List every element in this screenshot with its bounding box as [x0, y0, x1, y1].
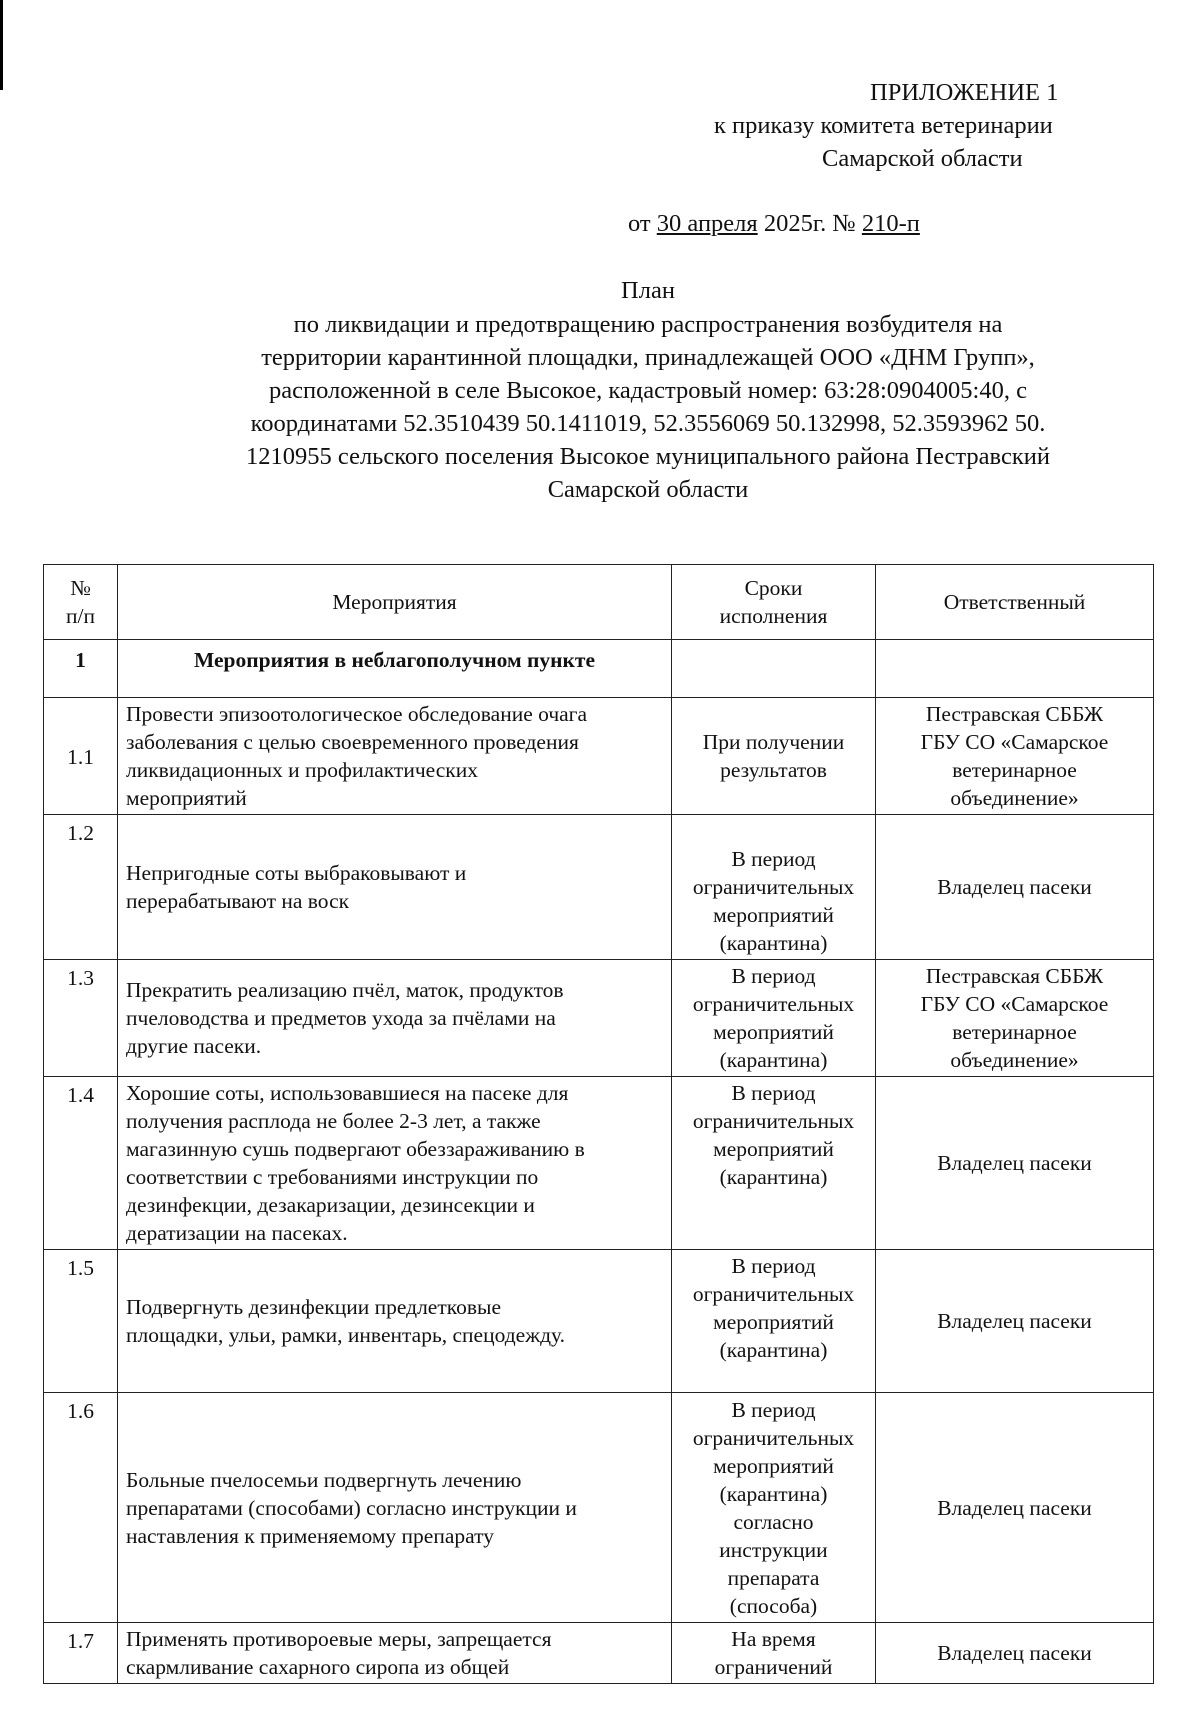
activity-line: Прекратить реализацию пчёл, маток, продуктов — [126, 978, 564, 1002]
table-row — [44, 698, 1154, 815]
plan-title: План — [621, 277, 675, 304]
deadline-line: мероприятий — [713, 1020, 834, 1044]
row-num: 1.7 — [44, 1623, 118, 1684]
deadline-line: В период — [731, 1397, 816, 1422]
activity-line: Провести эпизоотологическое обследование очага — [126, 702, 588, 726]
row-responsible — [876, 1393, 1154, 1623]
activity-line: скармливание сахарного сиропа из общей — [126, 1655, 510, 1679]
deadline-line: В период — [731, 1081, 816, 1105]
deadline-line: препарата — [727, 1565, 820, 1590]
activity-line: Применять противороевые меры, запрещается — [126, 1627, 552, 1651]
plan-table — [43, 564, 1154, 1684]
row-activity — [118, 1250, 672, 1393]
deadline-line: (карантина) — [719, 1481, 828, 1506]
responsible-line: ГБУ СО «Самарское — [920, 730, 1109, 754]
responsible-line: ГБУ СО «Самарское — [920, 992, 1109, 1016]
plan-line: территории карантинной площадки, принадлежащей ООО «ДНМ Групп», — [261, 344, 1035, 371]
responsible-line: Владелец пасеки — [937, 1151, 1092, 1175]
activity-line: Больные пчелосемьи подвергнуть лечению — [126, 1467, 522, 1492]
order-number: 210-п — [861, 210, 920, 237]
deadline-line: На время — [731, 1627, 816, 1651]
row-num: 1.6 — [44, 1393, 118, 1623]
row-activity — [118, 960, 672, 1077]
row-responsible — [876, 1623, 1154, 1684]
table-row — [44, 1077, 1154, 1250]
appendix-title: ПРИЛОЖЕНИЕ 1 — [870, 79, 1059, 106]
responsible-line: Пестравская СББЖ — [925, 702, 1104, 726]
activity-line: ликвидационных и профилактических — [126, 758, 478, 782]
activity-line: магазинную сушь подвергают обеззараживанию в — [126, 1137, 585, 1161]
activity-line: соответствии с требованиями инструкции по — [126, 1165, 539, 1189]
row-deadline — [672, 1077, 876, 1250]
header-deadline-l1: Сроки — [744, 576, 803, 600]
activity-line: перерабатывают на воск — [126, 889, 350, 913]
responsible-line: объединение» — [950, 1048, 1079, 1072]
row-responsible — [876, 1250, 1154, 1393]
header-deadline-l2: исполнения — [719, 604, 828, 628]
order-date-number — [628, 207, 920, 241]
deadline-line: (способа) — [729, 1593, 818, 1618]
row-deadline — [672, 960, 876, 1077]
activity-line: дератизации на пасеках. — [126, 1221, 348, 1245]
deadline-line: мероприятий — [713, 1310, 834, 1334]
activity-line: Непригодные соты выбраковывают и — [126, 861, 467, 885]
deadline-line: ограничительных — [692, 1425, 855, 1450]
table-header-row — [44, 565, 1154, 640]
row-responsible — [876, 1077, 1154, 1250]
deadline-line: ограничительных — [692, 1282, 855, 1306]
activity-line: препаратами (способами) согласно инструкции и — [126, 1495, 577, 1520]
row-activity — [118, 1077, 672, 1250]
order-date: 30 апреля — [656, 210, 758, 237]
responsible-line: Владелец пасеки — [937, 1495, 1092, 1520]
responsible-line: Владелец пасеки — [937, 1641, 1092, 1665]
deadline-line: ограничений — [714, 1655, 833, 1679]
plan-description — [140, 308, 1156, 506]
row-num: 1.4 — [44, 1077, 118, 1250]
responsible-line: ветеринарное — [952, 758, 1077, 782]
deadline-line: ограничительных — [692, 992, 855, 1016]
responsible-line: Пестравская СББЖ — [925, 964, 1104, 988]
row-deadline — [672, 698, 876, 815]
header-responsible: Ответственный — [876, 565, 1154, 640]
deadline-line: (карантина) — [719, 1048, 828, 1072]
deadline-line: В период — [731, 964, 816, 988]
activity-line: Хорошие соты, использовавшиеся на пасеке для — [126, 1081, 569, 1105]
scan-edge-mark — [0, 0, 3, 90]
row-activity — [118, 698, 672, 815]
deadline-line: (карантина) — [719, 1338, 828, 1362]
order-prefix: от — [628, 210, 651, 237]
header-activity: Мероприятия — [118, 565, 672, 640]
appendix-line-region: Самарской области — [822, 145, 1023, 172]
row-responsible — [876, 815, 1154, 960]
deadline-line: ограничительных — [692, 875, 855, 899]
section-deadline-empty — [672, 640, 876, 698]
row-activity — [118, 1393, 672, 1623]
row-deadline — [672, 1250, 876, 1393]
section-num: 1 — [44, 640, 118, 698]
deadline-line: В период — [731, 847, 816, 871]
deadline-line: инструкции — [719, 1537, 828, 1562]
activity-line: дезинфекции, дезакаризации, дезинсекции и — [126, 1193, 535, 1217]
plan-line: координатами 52.3510439 50.1411019, 52.3556069 50.132998, 52.3593962 50. — [250, 410, 1046, 437]
activity-line: пчеловодства и предметов ухода за пчёлами на — [126, 1006, 556, 1030]
header-deadline — [672, 565, 876, 640]
row-deadline — [672, 815, 876, 960]
activity-line: Подвергнуть дезинфекции предлетковые — [126, 1295, 501, 1319]
deadline-line: В период — [731, 1254, 816, 1278]
plan-line: расположенной в селе Высокое, кадастровый номер: 63:28:0904005:40, с — [269, 377, 1027, 404]
activity-line: площадки, ульи, рамки, инвентарь, спецодежду. — [126, 1323, 565, 1347]
appendix-line-order-ref: к приказу комитета ветеринарии — [714, 112, 1053, 139]
header-num-pp: п/п — [66, 604, 95, 628]
deadline-line: результатов — [720, 758, 827, 782]
row-num: 1.2 — [44, 815, 118, 960]
responsible-line: Владелец пасеки — [937, 1309, 1092, 1333]
plan-line: Самарской области — [547, 476, 749, 503]
table-row — [44, 1393, 1154, 1623]
deadline-line: мероприятий — [713, 903, 834, 927]
order-year: 2025г. № — [763, 210, 856, 237]
activity-line: наставления к применяемому препарату — [126, 1523, 494, 1548]
activity-line: мероприятий — [126, 786, 247, 810]
table-row — [44, 815, 1154, 960]
responsible-line: ветеринарное — [952, 1020, 1077, 1044]
row-responsible — [876, 698, 1154, 815]
row-responsible — [876, 960, 1154, 1077]
row-num: 1.1 — [44, 698, 118, 815]
deadline-line: мероприятий — [713, 1453, 834, 1478]
responsible-line: Владелец пасеки — [937, 875, 1092, 899]
header-num — [44, 565, 118, 640]
deadline-line: При получении — [702, 730, 845, 754]
row-deadline — [672, 1623, 876, 1684]
section-row — [44, 640, 1154, 698]
deadline-line: (карантина) — [719, 931, 828, 955]
table-row — [44, 1250, 1154, 1393]
activity-line: другие пасеки. — [126, 1034, 262, 1058]
deadline-line: мероприятий — [713, 1137, 834, 1161]
deadline-line: согласно — [733, 1509, 814, 1534]
header-num-symbol: № — [70, 576, 91, 600]
row-num: 1.5 — [44, 1250, 118, 1393]
section-title: Мероприятия в неблагополучном пункте — [118, 640, 672, 698]
plan-line: по ликвидации и предотвращению распространения возбудителя на — [293, 311, 1003, 338]
table-row — [44, 960, 1154, 1077]
section-responsible-empty — [876, 640, 1154, 698]
plan-line: 1210955 сельского поселения Высокое муниципального района Пестравский — [246, 443, 1050, 470]
deadline-line: (карантина) — [719, 1165, 828, 1189]
table-row — [44, 1623, 1154, 1684]
activity-line: заболевания с целью своевременного проведения — [126, 730, 579, 754]
row-num: 1.3 — [44, 960, 118, 1077]
activity-line: получения расплода не более 2-3 лет, а также — [126, 1109, 541, 1133]
responsible-line: объединение» — [950, 786, 1079, 810]
row-activity — [118, 815, 672, 960]
row-activity — [118, 1623, 672, 1684]
deadline-line: ограничительных — [692, 1109, 855, 1133]
row-deadline — [672, 1393, 876, 1623]
